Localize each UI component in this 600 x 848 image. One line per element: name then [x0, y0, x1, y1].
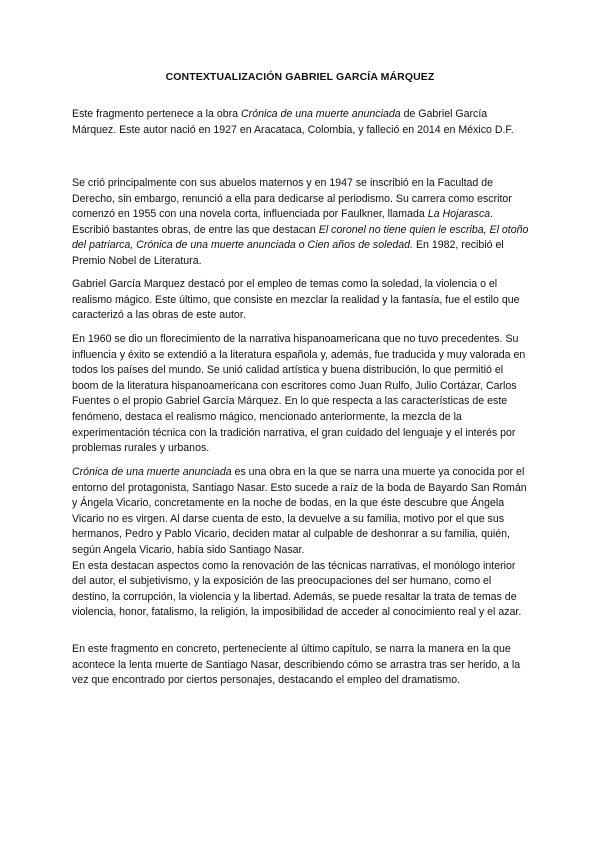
document-title: CONTEXTUALIZACIÓN GABRIEL GARCÍA MÁRQUEZ	[165, 71, 435, 83]
biography-text-end: En 1982, recibió el Premio Nobel de Literatura.	[72, 239, 504, 267]
paragraph-themes: Gabriel García Marquez destacó por el empleo de temas como la soledad, la violencia o el realismo mágico. Este último, que consiste en mezclar la realidad y la fantasía, fue el estilo que caracterizó a las obras de este autor.	[72, 278, 520, 322]
paragraph-intro	[72, 107, 530, 138]
book-titles-list: El coronel no tiene quien le escriba, El otoño del patriarca, Crónica de una muerte anunciada o Cien años de soledad.	[72, 223, 529, 252]
paragraph-biography	[72, 176, 530, 270]
biography-text-middle: . Escribió bastantes obras, de entre las que destacan	[72, 208, 494, 236]
biography-text-start: Se crió principalmente con sus abuelos maternos y en 1947 se inscribió en la Facultad de Derecho, sin embargo, renunció a ella para dedicarse al periodismo. Su carrera como escritor comenzó en 1955 con una novela corta, influenciada por Faulkner, llamada	[72, 177, 512, 221]
intro-text-end: de Gabriel García Márquez. Este autor nació en 1927 en Aracataca, Colombia, y falleció en 2014 en México D.F.	[72, 108, 514, 136]
paragraph-fragment: En este fragmento en concreto, perteneciente al último capítulo, se narra la manera en la que acontece la lenta muerte de Santiago Nasar, describiendo cómo se arrastra tras ser herido, a la vez que encontrado por ciertos personajes, destacando el empleo del dramatismo.	[72, 643, 521, 687]
book-title-cronica: Crónica de una muerte anunciada	[241, 108, 401, 120]
book-title-cronica-2: Crónica de una muerte anunciada	[72, 466, 232, 478]
work-summary-text: es una obra en la que se narra una muerte ya conocida por el entorno del protagonista, Santiago Nasar. Esto sucede a raíz de la boda de Bayardo San Román y Ángela Vicario, concretamente en la noche de bodas, en la que éste descubre que Ángela Vicario no es virgen. Al darse cuenta de esto, la devuelve a su familia, motivo por el que sus hermanos, Pedro y Pablo Vicario, deciden matar al culpable de deshonrar a su familia, quién, según Angela Vicario, había sido Santiago Nasar.	[72, 466, 527, 556]
paragraph-boom: En 1960 se dio un florecimiento de la narrativa hispanoamericana que no tuvo precedentes. Su influencia y éxito se extendió a la literatura española y, además, fue traducida y muy valorada en todos los países del mundo. Se unió calidad artística y buena distribución, lo que permitió el boom de la literatura hispanoamericana con escritores como Juan Rulfo, Julio Cortázar, Carlos Fuentes o el propio Gabriel García Márquez. En lo que respecta a las características de este fenómeno, destaca el realismo mágico, mencionado anteriormente, la mezcla de la experimentación técnica con la tradición narrativa, el gran cuidado del lenguaje y el interés por problemas rurales y urbanos.	[72, 333, 526, 455]
book-title-hojarasca: La Hojarasca	[427, 208, 491, 221]
paragraph-work-summary	[72, 465, 530, 621]
work-aspects-text: En esta destacan aspectos como la renovación de las técnicas narrativas, el monólogo interior del autor, el subjetivismo, y la exposición de las preocupaciones del ser humano, como el destino, la corrupción, la violencia y la libertad. Además, se puede resaltar la trata de temas de violencia, honor, fatalismo, la religión, la imposibilidad de acceder al conocimiento real y el azar.	[72, 559, 522, 619]
intro-text-start: Este fragmento pertenece a la obra	[72, 108, 242, 120]
